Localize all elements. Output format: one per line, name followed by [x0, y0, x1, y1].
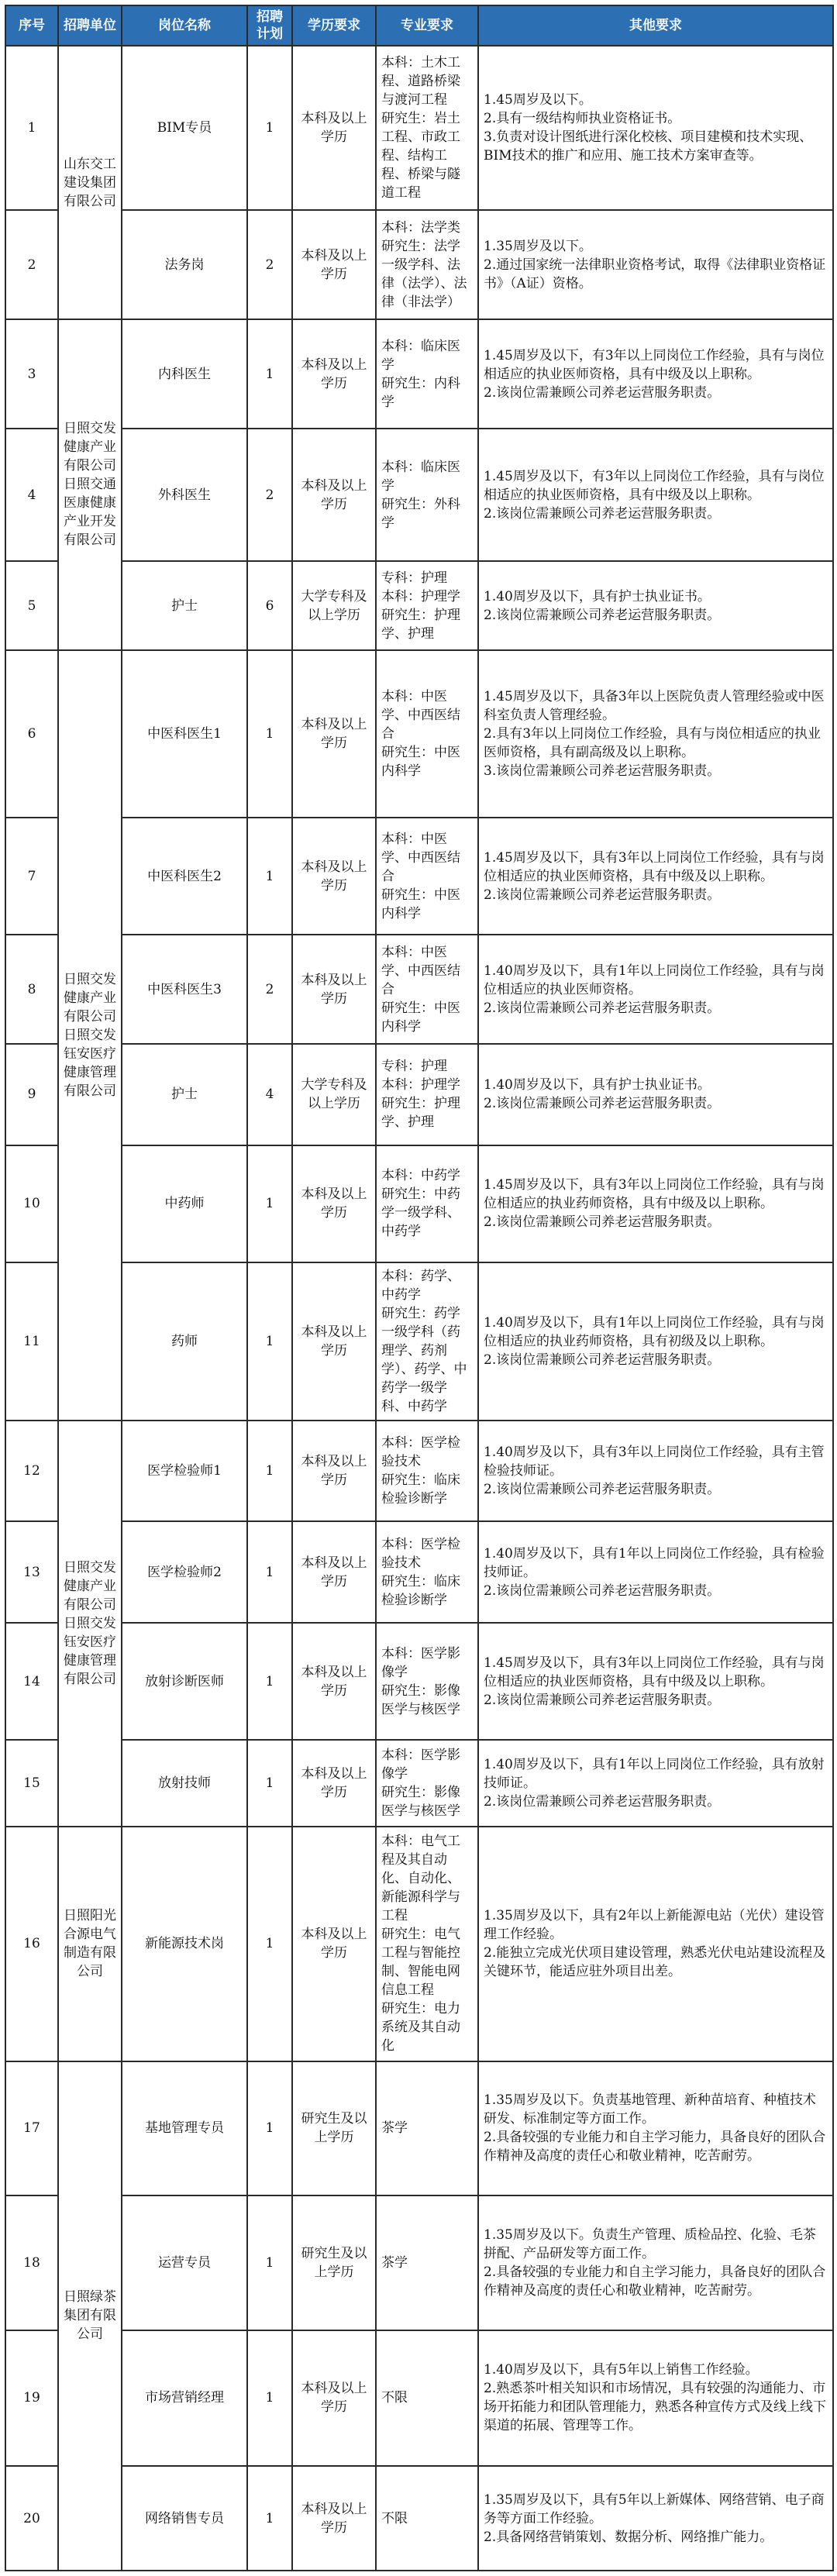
row-number: 11 — [5, 1262, 58, 1421]
major-requirement — [376, 1044, 478, 1145]
major-line: 茶学 — [381, 2254, 408, 2271]
table-row — [5, 1044, 833, 1145]
education-requirement: 本科及以上学历 — [292, 650, 376, 818]
requirement-line: 1.45周岁及以下，具有3年以上同岗位工作经验，具有与岗位相适应的执业药师资格，具有中级及以上职称。 — [484, 1177, 825, 1212]
hiring-plan: 1 — [247, 1827, 292, 2061]
requirement-line: 2.该岗位需兼顾公司养老运营服务职责。 — [484, 607, 721, 623]
table-row — [5, 1827, 833, 2061]
major-line: 研究生：电力系统及其自动化 — [381, 2001, 460, 2054]
position-name: 医学检验师1 — [122, 1421, 247, 1522]
table-row — [5, 46, 833, 210]
requirement-line: 2.该岗位需兼顾公司养老运营服务职责。 — [484, 1794, 721, 1810]
other-requirements — [478, 1740, 833, 1827]
row-number: 14 — [5, 1623, 58, 1740]
position-name: 放射技师 — [122, 1740, 247, 1827]
major-line: 研究生：中医内科学 — [381, 887, 460, 921]
header-plan: 招聘计划 — [247, 5, 292, 46]
major-line: 研究生：电气工程与智能控制、智能电网信息工程 — [381, 1927, 460, 1999]
major-requirement — [376, 1827, 478, 2061]
major-requirement — [376, 2061, 478, 2196]
table-row — [5, 1623, 833, 1740]
requirement-line: 2.熟悉茶叶相关知识和市场情况，具有较强的沟通能力、市场开拓能力和团队管理能力，熟悉各种宣传方式及线上线下渠道的拓展、管理等工作。 — [484, 2381, 826, 2434]
table-row — [5, 210, 833, 319]
education-requirement: 研究生及以上学历 — [292, 2195, 376, 2330]
education-requirement: 本科及以上学历 — [292, 2330, 376, 2467]
education-requirement: 本科及以上学历 — [292, 1145, 376, 1262]
major-line: 研究生：临床检验诊断学 — [381, 1573, 460, 1608]
hiring-plan: 1 — [247, 1421, 292, 1522]
requirement-line: 1.40周岁及以下，具有1年以上同岗位工作经验，具有放射技师证。 — [484, 1757, 825, 1792]
hiring-plan: 4 — [247, 1044, 292, 1145]
position-name: 市场营销经理 — [122, 2330, 247, 2467]
table-row — [5, 561, 833, 649]
position-name: 医学检验师2 — [122, 1521, 247, 1623]
other-requirements — [478, 429, 833, 561]
requirement-line: 2.具有3年以上同岗位工作经验，具有与岗位相适应的执业医师资格，具有副高级及以上职称。 — [484, 725, 822, 760]
position-name: 运营专员 — [122, 2195, 247, 2330]
position-name: 法务岗 — [122, 210, 247, 319]
table-body — [5, 46, 833, 2571]
row-number: 2 — [5, 210, 58, 319]
requirement-line: 1.40周岁及以下，具有1年以上同岗位工作经验，具有检验技师证。 — [484, 1545, 825, 1580]
position-name: 新能源技术岗 — [122, 1827, 247, 2061]
table-row — [5, 2195, 833, 2330]
major-line: 本科：护理学 — [381, 1077, 460, 1093]
row-number: 19 — [5, 2330, 58, 2467]
requirement-line: 1.45周岁及以下。 — [484, 92, 592, 108]
major-line: 研究生：中药学一级学科、中药学 — [381, 1186, 460, 1240]
requirement-line: 1.35周岁及以下。 — [484, 238, 592, 254]
row-number: 7 — [5, 818, 58, 935]
other-requirements — [478, 1262, 833, 1421]
other-requirements — [478, 2330, 833, 2467]
row-number: 15 — [5, 1740, 58, 1827]
other-requirements — [478, 561, 833, 649]
major-requirement — [376, 319, 478, 429]
other-requirements — [478, 1827, 833, 2061]
position-name: 药师 — [122, 1262, 247, 1421]
hiring-plan: 2 — [247, 210, 292, 319]
major-line: 本科：临床医学 — [381, 459, 460, 494]
position-name: 基地管理专员 — [122, 2061, 247, 2196]
header-other: 其他要求 — [478, 5, 833, 46]
table-row — [5, 2061, 833, 2196]
education-requirement: 本科及以上学历 — [292, 1521, 376, 1623]
education-requirement: 本科及以上学历 — [292, 1421, 376, 1522]
major-line: 研究生：影像医学与核医学 — [381, 1682, 460, 1717]
major-line: 本科：中医学、中西医结合 — [381, 831, 460, 884]
requirement-line: 2.具备较强的专业能力和自主学习能力，具备良好的团队合作精神及高度的责任心和敬业精神，吃苦耐劳。 — [484, 2130, 826, 2164]
major-line: 研究生：内科学 — [381, 375, 460, 410]
header-major: 专业要求 — [376, 5, 478, 46]
other-requirements — [478, 46, 833, 210]
major-requirement — [376, 650, 478, 818]
other-requirements — [478, 1623, 833, 1740]
other-requirements — [478, 1421, 833, 1522]
requirement-line: 2.能独立完成光伏项目建设管理，熟悉光伏电站建设流程及关键环节，能适应驻外项目出差。 — [484, 1945, 826, 1980]
education-requirement: 本科及以上学历 — [292, 1623, 376, 1740]
requirement-line: 1.45周岁及以下，具有3年以上同岗位工作经验，具有与岗位相适应的执业医师资格，具有中级及以上职称。 — [484, 849, 825, 884]
recruiting-unit: 日照绿茶集团有限公司 — [58, 2061, 122, 2571]
major-line: 本科：医学影像学 — [381, 1748, 460, 1782]
education-requirement: 本科及以上学历 — [292, 818, 376, 935]
major-requirement — [376, 1421, 478, 1522]
requirement-line: 2.该岗位需兼顾公司养老运营服务职责。 — [484, 1582, 721, 1599]
position-name: 中医科医生2 — [122, 818, 247, 935]
header-number: 序号 — [5, 5, 58, 46]
recruiting-unit: 日照交发健康产业有限公司日照交发钰安医疗健康管理有限公司 — [58, 650, 122, 1421]
requirement-line: 1.40周岁及以下，具有5年以上销售工作经验。 — [484, 2362, 759, 2378]
education-requirement: 大学专科及以上学历 — [292, 1044, 376, 1145]
other-requirements — [478, 2195, 833, 2330]
major-line: 研究生：法学一级学科、法律（法学）、法律（非法学） — [381, 238, 467, 310]
position-name: 内科医生 — [122, 319, 247, 429]
education-requirement: 本科及以上学历 — [292, 429, 376, 561]
major-requirement — [376, 429, 478, 561]
major-line: 研究生：中医内科学 — [381, 1000, 460, 1035]
major-line: 本科：中医学、中西医结合 — [381, 944, 460, 997]
hiring-plan: 2 — [247, 935, 292, 1044]
major-requirement — [376, 2466, 478, 2571]
other-requirements — [478, 1521, 833, 1623]
table-row — [5, 1521, 833, 1623]
major-requirement — [376, 1521, 478, 1623]
row-number: 4 — [5, 429, 58, 561]
requirement-line: 2.具备较强的专业能力和自主学习能力，具备良好的团队合作精神及高度的责任心和敬业精神，吃苦耐劳。 — [484, 2264, 826, 2299]
requirement-line: 1.45周岁及以下，有3年以上同岗位工作经验，具有与岗位相适应的执业医师资格，具有中级及以上职称。 — [484, 347, 825, 382]
education-requirement: 本科及以上学历 — [292, 1827, 376, 2061]
table-row — [5, 818, 833, 935]
hiring-plan: 1 — [247, 2061, 292, 2196]
header-education: 学历要求 — [292, 5, 376, 46]
major-requirement — [376, 2195, 478, 2330]
hiring-plan: 1 — [247, 319, 292, 429]
table-row — [5, 1145, 833, 1262]
table-row — [5, 319, 833, 429]
recruitment-table — [5, 5, 834, 2571]
hiring-plan: 1 — [247, 2466, 292, 2571]
major-line: 本科：医学检验技术 — [381, 1435, 460, 1470]
requirement-line: 2.通过国家统一法律职业资格考试，取得《法律职业资格证书》（A证）资格。 — [484, 257, 826, 291]
requirement-line: 1.45周岁及以下，具备3年以上医院负责人管理经验或中医科室负责人管理经验。 — [484, 688, 825, 723]
major-line: 本科：医学检验技术 — [381, 1536, 460, 1571]
other-requirements — [478, 210, 833, 319]
major-line: 不限 — [381, 2390, 408, 2406]
requirement-line: 2.该岗位需兼顾公司养老运营服务职责。 — [484, 384, 721, 401]
requirement-line: 1.40周岁及以下，具有3年以上同岗位工作经验，具有主管检验技师证。 — [484, 1445, 825, 1479]
hiring-plan: 1 — [247, 2195, 292, 2330]
requirement-line: 3.负责对设计图纸进行深化校核、项目建模和技术实现、BIM技术的推广和应用、施工技术方案审查等。 — [484, 129, 813, 164]
other-requirements — [478, 1044, 833, 1145]
table-row — [5, 935, 833, 1044]
position-name: 护士 — [122, 1044, 247, 1145]
major-line: 研究生：临床检验诊断学 — [381, 1472, 460, 1507]
requirement-line: 2.该岗位需兼顾公司养老运营服务职责。 — [484, 1000, 721, 1016]
table-row — [5, 650, 833, 818]
hiring-plan: 1 — [247, 818, 292, 935]
major-line: 研究生：护理学、护理 — [381, 607, 460, 642]
major-requirement — [376, 46, 478, 210]
major-line: 本科：法学类 — [381, 219, 460, 236]
major-requirement — [376, 1740, 478, 1827]
education-requirement: 本科及以上学历 — [292, 319, 376, 429]
hiring-plan: 1 — [247, 1623, 292, 1740]
major-line: 研究生：影像医学与核医学 — [381, 1785, 460, 1820]
requirement-line: 3.该岗位需兼顾公司养老运营服务职责。 — [484, 763, 721, 779]
major-line: 不限 — [381, 2510, 408, 2526]
other-requirements — [478, 2061, 833, 2196]
requirement-line: 2.该岗位需兼顾公司养老运营服务职责。 — [484, 1482, 721, 1498]
hiring-plan: 1 — [247, 650, 292, 818]
major-line: 专科：护理 — [381, 570, 447, 586]
requirement-line: 1.45周岁及以下，有3年以上同岗位工作经验，具有与岗位相适应的执业医师资格，具有中级及以上职称。 — [484, 468, 825, 503]
major-line: 本科：药学、中药学 — [381, 1268, 460, 1303]
hiring-plan: 1 — [247, 46, 292, 210]
major-line: 研究生：中医内科学 — [381, 744, 460, 779]
row-number: 20 — [5, 2466, 58, 2571]
row-number: 6 — [5, 650, 58, 818]
requirement-line: 2.该岗位需兼顾公司养老运营服务职责。 — [484, 1096, 721, 1112]
requirement-line: 2.该岗位需兼顾公司养老运营服务职责。 — [484, 1352, 721, 1368]
major-requirement — [376, 210, 478, 319]
major-requirement — [376, 818, 478, 935]
requirement-line: 1.35周岁及以下，具有5年以上新媒体、网络营销、电子商务等方面工作经验。 — [484, 2492, 825, 2526]
major-line: 研究生：护理学、护理 — [381, 1096, 460, 1131]
other-requirements — [478, 818, 833, 935]
row-number: 8 — [5, 935, 58, 1044]
other-requirements — [478, 935, 833, 1044]
major-requirement — [376, 1262, 478, 1421]
position-name: BIM专员 — [122, 46, 247, 210]
header-unit: 招聘单位 — [58, 5, 122, 46]
table-row — [5, 429, 833, 561]
row-number: 5 — [5, 561, 58, 649]
row-number: 3 — [5, 319, 58, 429]
requirement-line: 2.该岗位需兼顾公司养老运营服务职责。 — [484, 1692, 721, 1708]
education-requirement: 研究生及以上学历 — [292, 2061, 376, 2196]
row-number: 10 — [5, 1145, 58, 1262]
requirement-line: 2.该岗位需兼顾公司养老运营服务职责。 — [484, 1214, 721, 1231]
major-line: 本科：医学影像学 — [381, 1645, 460, 1680]
header-position: 岗位名称 — [122, 5, 247, 46]
education-requirement: 本科及以上学历 — [292, 2466, 376, 2571]
education-requirement: 本科及以上学历 — [292, 210, 376, 319]
major-line: 本科：土木工程、道路桥梁与渡河工程 — [381, 55, 460, 108]
position-name: 中药师 — [122, 1145, 247, 1262]
major-line: 本科：临床医学 — [381, 338, 460, 373]
requirement-line: 1.40周岁及以下，具有护士执业证书。 — [484, 1077, 711, 1093]
requirement-line: 1.35周岁及以下。负责生产管理、质检品控、化验、毛茶拼配、产品研发等方面工作。 — [484, 2226, 816, 2261]
row-number: 12 — [5, 1421, 58, 1522]
education-requirement: 大学专科及以上学历 — [292, 561, 376, 649]
requirement-line: 1.35周岁及以下，具有2年以上新能源电站（光伏）建设管理工作经验。 — [484, 1908, 825, 1943]
position-name: 放射诊断医师 — [122, 1623, 247, 1740]
table-row — [5, 1740, 833, 1827]
requirement-line: 2.该岗位需兼顾公司养老运营服务职责。 — [484, 505, 721, 522]
row-number: 18 — [5, 2195, 58, 2330]
requirement-line: 2.具有一级结构师执业资格证书。 — [484, 111, 681, 127]
hiring-plan: 1 — [247, 1521, 292, 1623]
major-line: 研究生：岩土工程、市政工程、结构工程、桥梁与隧道工程 — [381, 111, 460, 201]
requirement-line: 1.45周岁及以下，具有3年以上同岗位工作经验，具有与岗位相适应的执业医师资格，具有中级及以上职称。 — [484, 1655, 825, 1689]
requirement-line: 2.该岗位需兼顾公司养老运营服务职责。 — [484, 887, 721, 903]
recruiting-unit: 日照交发健康产业有限公司日照交通医康健康产业开发有限公司 — [58, 319, 122, 650]
table-header — [5, 5, 833, 46]
education-requirement: 本科及以上学历 — [292, 1740, 376, 1827]
major-line: 专科：护理 — [381, 1059, 447, 1075]
other-requirements — [478, 650, 833, 818]
major-line: 本科：中医学、中西医结合 — [381, 688, 460, 742]
position-name: 网络销售专员 — [122, 2466, 247, 2571]
row-number: 16 — [5, 1827, 58, 2061]
requirement-line: 2.具备网络营销策划、数据分析、网络推广能力。 — [484, 2529, 773, 2545]
hiring-plan: 1 — [247, 1262, 292, 1421]
major-requirement — [376, 1145, 478, 1262]
table-row — [5, 2330, 833, 2467]
table-row — [5, 1262, 833, 1421]
requirement-line: 1.40周岁及以下，具有1年以上同岗位工作经验，具有与岗位相适应的执业药师资格，具有初级及以上职称。 — [484, 1314, 825, 1349]
hiring-plan: 2 — [247, 429, 292, 561]
major-line: 本科：电气工程及其自动化、自动化、新能源科学与工程 — [381, 1834, 460, 1924]
education-requirement: 本科及以上学历 — [292, 46, 376, 210]
education-requirement: 本科及以上学历 — [292, 935, 376, 1044]
major-line: 本科：中药学 — [381, 1168, 460, 1184]
row-number: 13 — [5, 1521, 58, 1623]
hiring-plan: 1 — [247, 1740, 292, 1827]
row-number: 9 — [5, 1044, 58, 1145]
recruitment-table-container — [5, 5, 832, 2571]
position-name: 中医科医生1 — [122, 650, 247, 818]
recruiting-unit: 日照阳光合源电气制造有限公司 — [58, 1827, 122, 2061]
hiring-plan: 6 — [247, 561, 292, 649]
major-requirement — [376, 561, 478, 649]
hiring-plan: 1 — [247, 2330, 292, 2467]
education-requirement: 本科及以上学历 — [292, 1262, 376, 1421]
other-requirements — [478, 2466, 833, 2571]
other-requirements — [478, 1145, 833, 1262]
major-requirement — [376, 935, 478, 1044]
requirement-line: 1.35周岁及以下。负责基地管理、新种苗培育、种植技术研发、标准制定等方面工作。 — [484, 2092, 816, 2127]
table-row — [5, 1421, 833, 1522]
requirement-line: 1.40周岁及以下，具有1年以上同岗位工作经验，具有与岗位相适应的执业医师资格。 — [484, 963, 825, 997]
major-line: 茶学 — [381, 2120, 408, 2137]
major-line: 研究生：药学一级学科（药理学、药剂学）、药学、中药学一级学科、中药学 — [381, 1305, 467, 1414]
row-number: 1 — [5, 46, 58, 210]
position-name: 中医科医生3 — [122, 935, 247, 1044]
recruiting-unit: 日照交发健康产业有限公司日照交发钰安医疗健康管理有限公司 — [58, 1421, 122, 1827]
other-requirements — [478, 319, 833, 429]
position-name: 护士 — [122, 561, 247, 649]
major-requirement — [376, 1623, 478, 1740]
requirement-line: 1.40周岁及以下，具有护士执业证书。 — [484, 588, 711, 604]
table-row — [5, 2466, 833, 2571]
row-number: 17 — [5, 2061, 58, 2196]
hiring-plan: 1 — [247, 1145, 292, 1262]
major-line: 研究生：外科学 — [381, 496, 460, 531]
recruiting-unit: 山东交工建设集团有限公司 — [58, 46, 122, 319]
major-requirement — [376, 2330, 478, 2467]
major-line: 本科：护理学 — [381, 588, 460, 604]
position-name: 外科医生 — [122, 429, 247, 561]
